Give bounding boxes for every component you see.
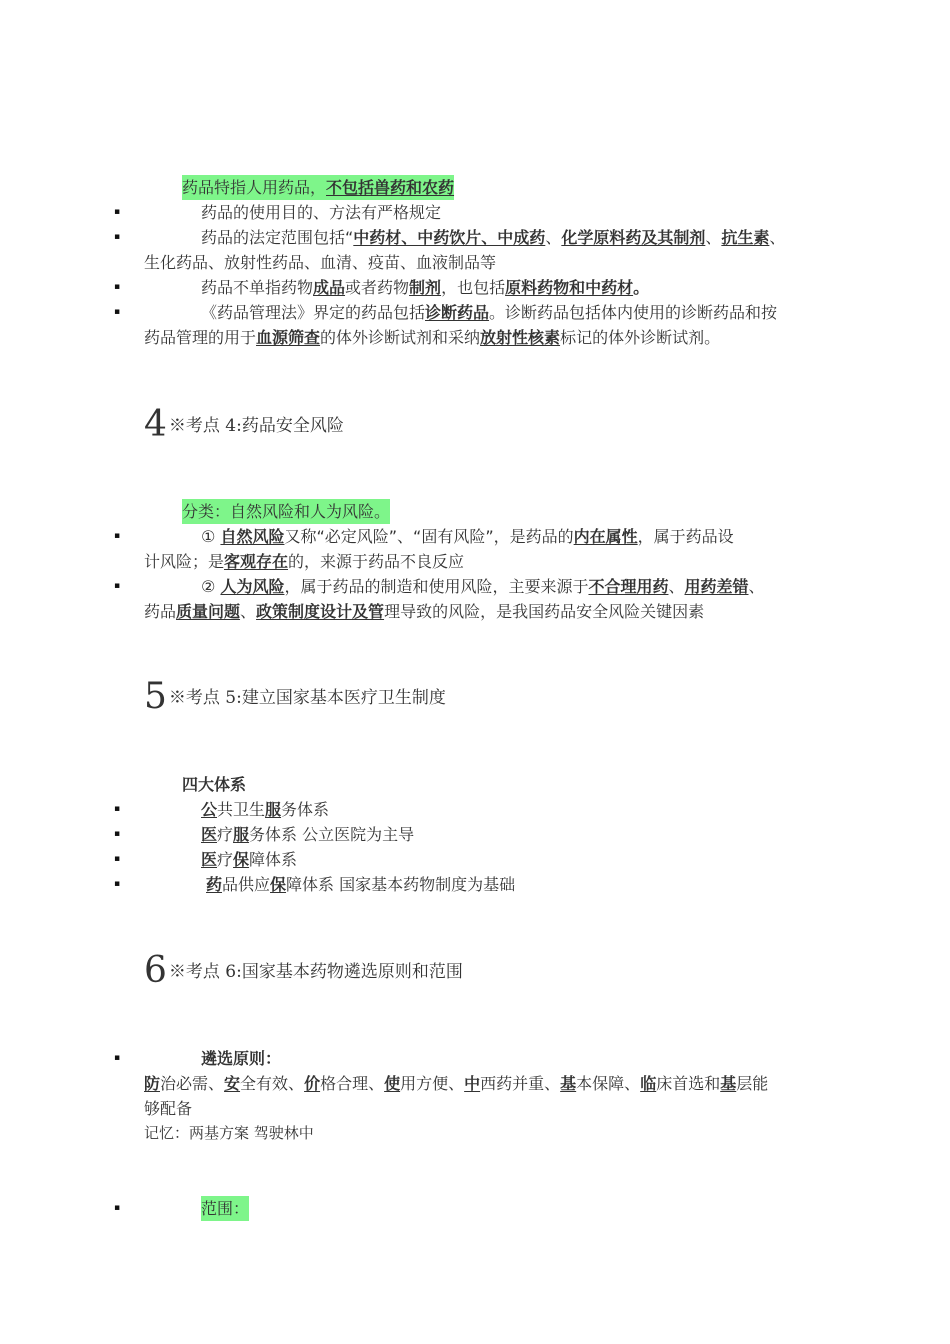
bullet-icon: ▪ bbox=[114, 829, 121, 839]
emphasis-run: 人为风险 bbox=[220, 577, 285, 596]
s4-bullet-2-cont-text bbox=[144, 599, 704, 624]
emphasis-run: 保 bbox=[233, 850, 250, 869]
text-run: 或者药物 bbox=[345, 278, 410, 297]
s3-lead-line bbox=[0, 175, 950, 200]
emphasis-run: 防 bbox=[144, 1074, 161, 1093]
emphasis-run: 制剂 bbox=[409, 278, 442, 297]
emphasis-run: 医 bbox=[201, 850, 218, 869]
s4-bullet-2-text bbox=[201, 574, 765, 599]
s6-principle-line bbox=[0, 1046, 950, 1071]
text-run: 治必需、 bbox=[160, 1074, 225, 1093]
s4-bullet-2-cont bbox=[0, 599, 950, 624]
section-4-heading bbox=[144, 400, 344, 450]
emphasis-run: 原料药物和中药材 bbox=[505, 278, 634, 297]
s3-bullet-4-cont-text bbox=[144, 325, 720, 350]
text-run: 品供应 bbox=[222, 875, 271, 894]
text-run: ，也包括 bbox=[441, 278, 506, 297]
emphasis-run: 基 bbox=[560, 1074, 577, 1093]
s6-scope-highlight: 范围： bbox=[201, 1196, 249, 1221]
s4-lead-line bbox=[0, 499, 950, 524]
emphasis-run: 保 bbox=[270, 875, 287, 894]
emphasis-run: 中 bbox=[464, 1074, 481, 1093]
text-run: ② bbox=[201, 577, 221, 596]
s6-principle-cont bbox=[0, 1096, 950, 1121]
section-title: ※考点 5:建立国家基本医疗卫生制度 bbox=[168, 688, 446, 708]
emphasis-run: 服 bbox=[233, 825, 250, 844]
emphasis-run: 政策制度设计及管 bbox=[256, 602, 385, 621]
text-run: 的，来源于药品不良反应 bbox=[288, 552, 465, 571]
emphasis-run: 使 bbox=[384, 1074, 401, 1093]
s4-lead-highlight: 分类：自然风险和人为风险。 bbox=[182, 499, 390, 524]
text-run: 、 bbox=[748, 577, 765, 596]
emphasis-run: 服 bbox=[265, 800, 282, 819]
section-number: 5 bbox=[144, 676, 167, 717]
emphasis-run: 放射性核素 bbox=[480, 328, 561, 347]
bullet-icon: ▪ bbox=[114, 581, 121, 591]
section-6-heading bbox=[144, 946, 463, 996]
s6-memo-text: 记忆：两基方案 驾驶林中 bbox=[144, 1124, 314, 1142]
emphasis-run: 化学原料药及其制剂 bbox=[561, 228, 706, 247]
text-run: 障体系 国家基本药物制度为基础 bbox=[286, 875, 516, 894]
emphasis-run: 不合理用药 bbox=[588, 577, 669, 596]
emphasis-run: 价 bbox=[304, 1074, 321, 1093]
text-run: 疗 bbox=[217, 850, 234, 869]
s6-scope-line bbox=[0, 1196, 950, 1221]
text-run: 。 bbox=[633, 278, 650, 297]
emphasis-run: 抗生素 bbox=[721, 228, 770, 247]
text-run: 《药品管理法》界定的药品包括 bbox=[201, 303, 426, 322]
text-run: 计风险；是 bbox=[144, 552, 225, 571]
text-run: 、 bbox=[668, 577, 685, 596]
text-run: 西药并重、 bbox=[480, 1074, 561, 1093]
bullet-icon: ▪ bbox=[114, 804, 121, 814]
bullet-icon: ▪ bbox=[114, 282, 121, 292]
text-run: 用方便、 bbox=[400, 1074, 465, 1093]
s3-bullet-4-text bbox=[201, 300, 777, 325]
text-run: ① bbox=[201, 527, 221, 546]
text-run: 药品管理的用于 bbox=[144, 328, 257, 347]
s4-bullet-1-cont bbox=[0, 549, 950, 574]
s5-item-2 bbox=[0, 822, 950, 847]
text-run: 层能 bbox=[736, 1074, 769, 1093]
text-run: 本保障、 bbox=[576, 1074, 641, 1093]
text-run: 格合理、 bbox=[320, 1074, 385, 1093]
text-run: 、 bbox=[240, 602, 257, 621]
s3-lead-emphasis: 不包括兽药和农药 bbox=[326, 178, 455, 197]
s5-item-3 bbox=[0, 847, 950, 872]
text-run: 药品的法定范围包括“ bbox=[201, 228, 354, 247]
text-run: 务体系 公立医院为主导 bbox=[249, 825, 415, 844]
s3-bullet-2-cont bbox=[0, 250, 950, 275]
s6-principle-text bbox=[144, 1071, 768, 1096]
emphasis-run: 用药差错 bbox=[684, 577, 749, 596]
text-run: 务体系 bbox=[281, 800, 330, 819]
s4-bullet-1-text bbox=[201, 524, 734, 549]
bullet-icon: ▪ bbox=[114, 854, 121, 864]
s3-bullet-3 bbox=[0, 275, 950, 300]
text-run: 全有效、 bbox=[240, 1074, 305, 1093]
emphasis-run: 客观存在 bbox=[224, 552, 289, 571]
s4-bullet-1 bbox=[0, 524, 950, 549]
text-run: 药品不单指药物 bbox=[201, 278, 314, 297]
emphasis-run: 质量问题 bbox=[176, 602, 241, 621]
s5-item-4 bbox=[0, 872, 950, 897]
text-run: 、 bbox=[769, 228, 786, 247]
bullet-icon: ▪ bbox=[114, 207, 121, 217]
bullet-icon: ▪ bbox=[114, 1203, 121, 1213]
emphasis-run: 公 bbox=[201, 800, 218, 819]
s3-bullet-4-cont bbox=[0, 325, 950, 350]
s5-item-3-text bbox=[201, 847, 297, 872]
bullet-icon: ▪ bbox=[114, 1053, 121, 1063]
text-run: 疗 bbox=[217, 825, 234, 844]
bullet-icon: ▪ bbox=[114, 531, 121, 541]
emphasis-run: 基 bbox=[720, 1074, 737, 1093]
s5-lead-line bbox=[0, 772, 950, 797]
s3-lead-highlight bbox=[182, 175, 454, 200]
text-run: ，属于药品设 bbox=[637, 527, 734, 546]
s3-bullet-2-text bbox=[201, 225, 785, 250]
emphasis-run: 中药材、中药饮片、中成药 bbox=[353, 228, 546, 247]
emphasis-run: 血源筛查 bbox=[256, 328, 321, 347]
text-run: 、 bbox=[545, 228, 562, 247]
s3-bullet-4 bbox=[0, 300, 950, 325]
section-5-heading bbox=[144, 672, 446, 722]
text-run: ，属于药品的制造和使用风险，主要来源于 bbox=[284, 577, 589, 596]
emphasis-run: 安 bbox=[224, 1074, 241, 1093]
emphasis-run: 内在属性 bbox=[573, 527, 638, 546]
section-number: 4 bbox=[144, 404, 167, 445]
emphasis-run: 医 bbox=[201, 825, 218, 844]
s4-bullet-1-cont-text bbox=[144, 549, 464, 574]
text-run: 、 bbox=[705, 228, 722, 247]
s3-bullet-2-cont-text: 生化药品、放射性药品、血清、疫苗、血液制品等 bbox=[144, 253, 497, 272]
text-run: 。诊断药品包括体内使用的诊断药品和按 bbox=[489, 303, 778, 322]
s5-item-2-text bbox=[201, 822, 414, 847]
text-run: 理导致的风险，是我国药品安全风险关键因素 bbox=[384, 602, 705, 621]
text-run: 药品 bbox=[144, 602, 177, 621]
s5-item-1 bbox=[0, 797, 950, 822]
s5-lead-text: 四大体系 bbox=[182, 775, 247, 794]
s6-principle-label: 遴选原则： bbox=[201, 1049, 282, 1068]
text-run: 共卫生 bbox=[217, 800, 266, 819]
text-run: 的体外诊断试剂和采纳 bbox=[320, 328, 481, 347]
emphasis-run: 自然风险 bbox=[220, 527, 285, 546]
text-run: 又称“必定风险”、“固有风险”，是药品的 bbox=[284, 527, 574, 546]
emphasis-run: 药 bbox=[206, 875, 223, 894]
bullet-icon: ▪ bbox=[114, 879, 121, 889]
s5-item-1-text bbox=[201, 797, 329, 822]
section-number: 6 bbox=[144, 950, 167, 991]
s3-bullet-3-text bbox=[201, 275, 649, 300]
s3-lead-text: 药品特指人用药品， bbox=[182, 178, 327, 197]
s6-memo-line bbox=[0, 1121, 950, 1146]
section-title: ※考点 4:药品安全风险 bbox=[168, 416, 344, 436]
s6-principle-cont-text: 够配备 bbox=[144, 1099, 193, 1118]
bullet-icon: ▪ bbox=[114, 232, 121, 242]
emphasis-run: 成品 bbox=[313, 278, 346, 297]
s3-bullet-1 bbox=[0, 200, 950, 225]
emphasis-run: 临 bbox=[640, 1074, 657, 1093]
section-title: ※考点 6:国家基本药物遴选原则和范围 bbox=[168, 962, 463, 982]
emphasis-run: 诊断药品 bbox=[425, 303, 490, 322]
s5-item-4-text bbox=[206, 872, 515, 897]
text-run: 障体系 bbox=[249, 850, 298, 869]
text-run: 床首选和 bbox=[656, 1074, 721, 1093]
s3-bullet-2 bbox=[0, 225, 950, 250]
text-run: 标记的体外诊断试剂。 bbox=[560, 328, 721, 347]
s4-bullet-2 bbox=[0, 574, 950, 599]
bullet-icon: ▪ bbox=[114, 307, 121, 317]
s3-bullet-1-text: 药品的使用目的、方法有严格规定 bbox=[201, 203, 442, 222]
s6-principle-body bbox=[0, 1071, 950, 1096]
